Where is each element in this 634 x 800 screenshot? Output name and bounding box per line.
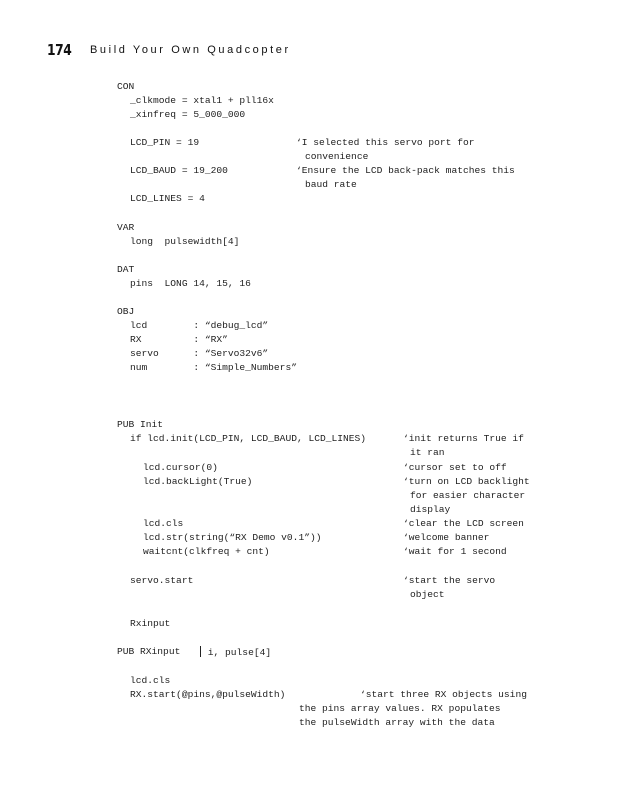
code-comment: convenience — [305, 151, 369, 162]
pipe-separator — [200, 646, 201, 657]
code-comment: the pulseWidth array with the data — [299, 717, 495, 728]
code-line: VAR — [117, 222, 135, 233]
code-line: waitcnt(clkfreq + cnt) — [143, 546, 270, 557]
code-comment: ‘turn on LCD backlight — [403, 476, 530, 487]
code-line: pins LONG 14, 15, 16 — [130, 278, 251, 289]
code-line: Rxinput — [130, 618, 171, 629]
code-line: LCD_BAUD = 19_200 — [130, 165, 228, 176]
local-vars: i, pulse[4] — [207, 647, 272, 658]
code-comment: ‘clear the LCD screen — [403, 518, 524, 529]
code-comment: baud rate — [305, 179, 357, 190]
running-header-title: Build Your Own Quadcopter — [90, 44, 291, 56]
code-line: _xinfreq = 5_000_000 — [130, 109, 246, 120]
code-line: CON — [117, 81, 135, 92]
code-line: servo : “Servo32v6” — [130, 348, 269, 359]
code-comment: ‘Ensure the LCD back-pack matches this — [296, 165, 515, 176]
code-line: servo.start — [130, 575, 194, 586]
code-line: long pulsewidth[4] — [130, 236, 240, 247]
code-comment: ‘welcome banner — [403, 532, 490, 543]
code-line: RX : “RX” — [130, 334, 228, 345]
code-line: lcd.str(string(“RX Demo v0.1”)) — [143, 532, 322, 543]
code-comment: display — [410, 504, 451, 515]
code-line: if lcd.init(LCD_PIN, LCD_BAUD, LCD_LINES) — [130, 433, 367, 444]
page-number: 174 — [47, 41, 72, 59]
code-line: num : “Simple_Numbers” — [130, 362, 297, 373]
code-comment: the pins array values. RX populates — [299, 703, 501, 714]
code-comment: object — [410, 589, 445, 600]
code-line-params — [200, 646, 271, 659]
code-comment: it ran — [410, 447, 445, 458]
code-line: lcd.backLight(True) — [143, 476, 253, 487]
code-comment: for easier character — [410, 490, 526, 501]
code-comment: ‘I selected this servo port for — [296, 137, 475, 148]
code-line: lcd : “debug_lcd” — [130, 320, 269, 331]
code-comment: ‘start the servo — [403, 575, 496, 586]
code-line: DAT — [117, 264, 135, 275]
code-comment: ‘cursor set to off — [403, 462, 507, 473]
code-line: PUB Init — [117, 419, 164, 430]
code-line: _clkmode = xtal1 + pll16x — [130, 95, 274, 106]
code-line: LCD_PIN = 19 — [130, 137, 200, 148]
code-line: lcd.cursor(0) — [143, 462, 218, 473]
code-line: lcd.cls — [130, 675, 171, 686]
code-line: OBJ — [117, 306, 135, 317]
code-line: LCD_LINES = 4 — [130, 193, 205, 204]
code-line: lcd.cls — [143, 518, 184, 529]
code-comment: ‘init returns True if — [403, 433, 524, 444]
code-line: PUB RXinput — [117, 646, 181, 657]
code-comment: ‘start three RX objects using — [360, 689, 527, 700]
code-line: RX.start(@pins,@pulseWidth) — [130, 689, 286, 700]
code-comment: ‘wait for 1 second — [403, 546, 507, 557]
